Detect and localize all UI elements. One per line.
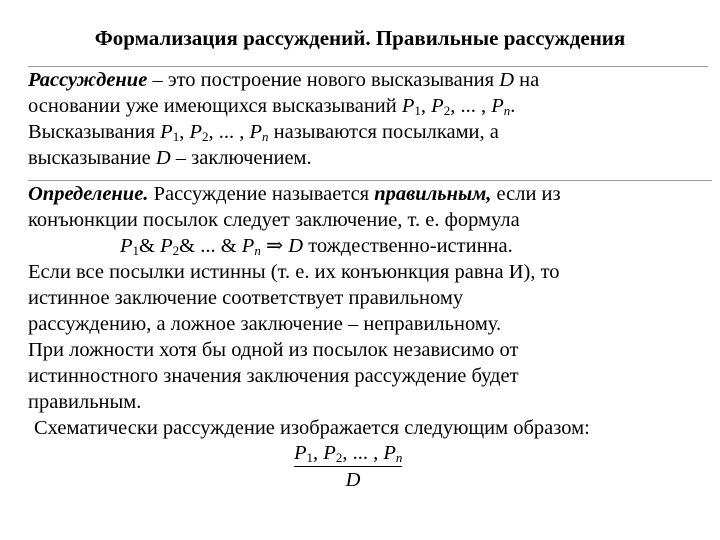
schema-conclusion: D: [345, 469, 361, 491]
para2-line-5: истинное заключение соответствует правильному: [28, 287, 464, 309]
slide-title: Формализация рассуждений. Правильные рассуждения: [94, 26, 626, 50]
para2-line-2: конъюнкции посылок следует заключение, т. е. формула: [28, 209, 520, 231]
para2-line-8: истинностного значения заключения рассуждение будет: [28, 365, 519, 387]
para2-line-9: правильным.: [28, 391, 142, 413]
term-definition: Определение.: [28, 183, 149, 205]
para2-line-1: Определение. Рассуждение называется правильным, если из: [28, 183, 561, 205]
term-valid: правильным,: [374, 183, 492, 205]
term-reasoning: Рассуждение: [28, 69, 148, 91]
reasoning-schema: [294, 440, 424, 493]
para1-line-2: основании уже имеющихся высказываний $P_1$, $P_2$, ... , $P_n$.: [28, 95, 516, 118]
para2-line-10: Схематически рассуждение изображается следующим образом:: [34, 417, 590, 439]
para2-line-7: При ложности хотя бы одной из посылок независимо от: [28, 339, 519, 361]
implies-symbol: ⇒: [260, 235, 289, 257]
formula-line: $P_1\&$ $P_2\&$ ... & $P_n$ ⇒ D тождественно-истинна.: [120, 235, 513, 258]
para1-line-3: Высказывания $P_1$, $P_2$, ... , $P_n$ называются посылками, а: [28, 121, 499, 144]
para2-line-6: рассуждению, а ложное заключение – неправильному.: [28, 313, 502, 335]
schema-premises: $P_1$, $P_2$, ... , $P_n$: [294, 442, 403, 465]
para2-line-4: Если все посылки истинны (т. е. их конъюнкция равна И), то: [28, 261, 560, 283]
para1-line-1: Рассуждение – это построение нового высказывания D на: [28, 69, 540, 91]
para1-line-4: высказывание D – заключением.: [28, 147, 312, 169]
valid-reasoning-definition-paragraph: [28, 180, 712, 441]
reasoning-definition-paragraph: [28, 66, 708, 171]
